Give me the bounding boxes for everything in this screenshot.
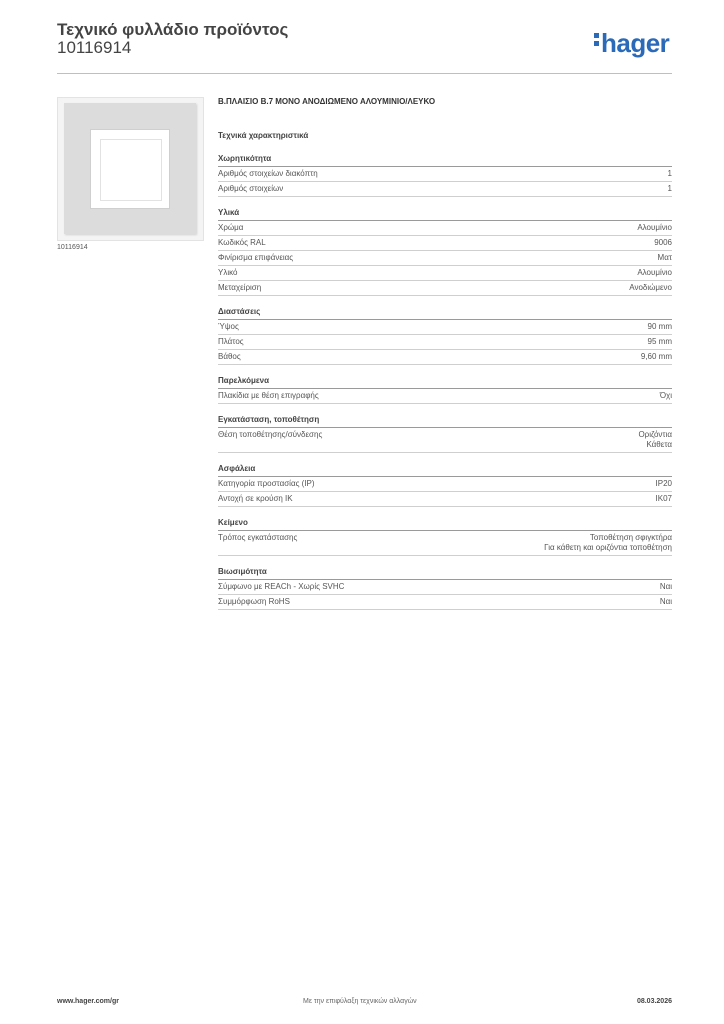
spec-value (654, 238, 672, 248)
footer-date: 08.03.2026 (636, 998, 672, 1005)
spec-row (218, 477, 672, 492)
spec-value-line: IK07 (655, 494, 672, 503)
spec-label: Θέση τοποθέτησης/σύνδεσης (218, 430, 323, 439)
spec-value-line: Ναι (659, 597, 672, 606)
spec-label: Ύψος (218, 322, 239, 331)
spec-value-line: Αλουμίνιο (637, 268, 672, 277)
spec-value-line: Κάθετα (646, 440, 672, 449)
spec-row (218, 251, 672, 266)
spec-row (218, 335, 672, 350)
page-title: Τεχνικό φυλλάδιο προϊόντος (57, 20, 289, 39)
spec-value (648, 322, 672, 332)
spec-value-line: 9,60 mm (640, 352, 672, 361)
product-name: B.ΠΛΑΙΣΙΟ B.7 ΜΟΝΟ ΑΝΟΔΙΩΜΕΝΟ ΑΛΟΥΜΙΝΙΟ/ΛΕΥΚΟ (218, 97, 436, 106)
spec-value-line: Ναι (659, 582, 672, 591)
spec-label: Βάθος (218, 352, 241, 361)
spec-value (660, 391, 672, 401)
spec-value (544, 533, 672, 553)
spec-label: Κωδικός RAL (218, 238, 266, 247)
spec-label: Συμμόρφωση RoHS (218, 597, 290, 606)
spec-value (656, 494, 672, 504)
spec-value-line: Όχι (659, 391, 672, 400)
spec-row (218, 389, 672, 404)
product-image (57, 97, 204, 241)
spec-section (218, 376, 672, 404)
spec-value (648, 337, 672, 347)
section-title: Ασφάλεια (218, 464, 672, 477)
spec-row (218, 492, 672, 507)
spec-row (218, 266, 672, 281)
spec-row (218, 531, 672, 556)
spec-section (218, 518, 672, 556)
spec-section (218, 464, 672, 507)
tech-heading: Τεχνικά χαρακτηριστικά (218, 131, 309, 140)
section-title: Κείμενο (218, 518, 672, 531)
spec-label: Αριθμός στοιχείων διακόπτη (218, 169, 318, 178)
image-caption: 10116914 (57, 244, 88, 251)
spec-value (660, 597, 672, 607)
logo-dots-icon (594, 30, 599, 49)
section-title: Βιωσιμότητα (218, 567, 672, 580)
spec-sections (218, 154, 672, 610)
product-code: 10116914 (57, 38, 132, 57)
spec-value (641, 352, 672, 362)
spec-value-line: Οριζόντια (638, 430, 672, 439)
spec-label: Κατηγορία προστασίας (IP) (218, 479, 315, 488)
spec-content (218, 97, 672, 610)
spec-label: Υλικό (218, 268, 238, 277)
section-title: Διαστάσεις (218, 307, 672, 320)
hager-logo (594, 28, 669, 59)
section-title: Υλικά (218, 208, 672, 221)
spec-section (218, 415, 672, 453)
spec-value-line: Αλουμίνιο (637, 223, 672, 232)
header-divider (57, 73, 672, 74)
spec-section (218, 208, 672, 296)
spec-value-line: Ανοδιώμενο (629, 283, 672, 292)
spec-label: Πλακίδια με θέση επιγραφής (218, 391, 319, 400)
spec-row (218, 320, 672, 335)
footer-note: Με την επιφύλαξη τεχνικών αλλαγών (303, 998, 417, 1005)
spec-label: Πλάτος (218, 337, 244, 346)
spec-value (629, 283, 672, 293)
spec-value (660, 582, 672, 592)
spec-label: Αριθμός στοιχείων (218, 184, 284, 193)
spec-value-line: 1 (667, 184, 672, 193)
spec-row (218, 221, 672, 236)
spec-value-line: 95 mm (647, 337, 672, 346)
spec-label: Μεταχείριση (218, 283, 262, 292)
spec-value-line: IP20 (655, 479, 672, 488)
frame-inner (100, 139, 162, 201)
spec-value (656, 479, 672, 489)
spec-value (637, 223, 672, 233)
spec-label: Σύμφωνο με REACh - Χωρίς SVHC (218, 582, 345, 591)
section-title: Εγκατάσταση, τοποθέτηση (218, 415, 672, 428)
spec-label: Αντοχή σε κρούση IK (218, 494, 293, 503)
spec-section (218, 307, 672, 365)
spec-row (218, 182, 672, 197)
spec-row (218, 236, 672, 251)
spec-value (658, 253, 672, 263)
spec-row (218, 595, 672, 610)
spec-row (218, 281, 672, 296)
spec-value (668, 184, 672, 194)
spec-row (218, 580, 672, 595)
spec-row (218, 350, 672, 365)
spec-value-line: 1 (667, 169, 672, 178)
spec-value-line: Τοποθέτηση σφιγκτήρα (589, 533, 672, 542)
spec-value (638, 430, 672, 450)
footer-website[interactable]: www.hager.com/gr (57, 998, 119, 1005)
spec-value-line: 90 mm (647, 322, 672, 331)
spec-value (637, 268, 672, 278)
spec-section (218, 567, 672, 610)
section-title: Χωρητικότητα (218, 154, 672, 167)
spec-value (668, 169, 672, 179)
spec-row (218, 428, 672, 453)
section-title: Παρελκόμενα (218, 376, 672, 389)
spec-value-line: 9006 (654, 238, 672, 247)
spec-value-line: Για κάθετη και οριζόντια τοποθέτηση (544, 543, 672, 552)
spec-label: Χρώμα (218, 223, 244, 232)
spec-label: Τρόπος εγκατάστασης (218, 533, 298, 542)
spec-row (218, 167, 672, 182)
frame-outer (64, 103, 196, 234)
frame-window (90, 129, 170, 209)
spec-section (218, 154, 672, 197)
logo-text: hager (601, 28, 670, 58)
spec-label: Φινίρισμα επιφάνειας (218, 253, 294, 262)
spec-value-line: Ματ (657, 253, 672, 262)
